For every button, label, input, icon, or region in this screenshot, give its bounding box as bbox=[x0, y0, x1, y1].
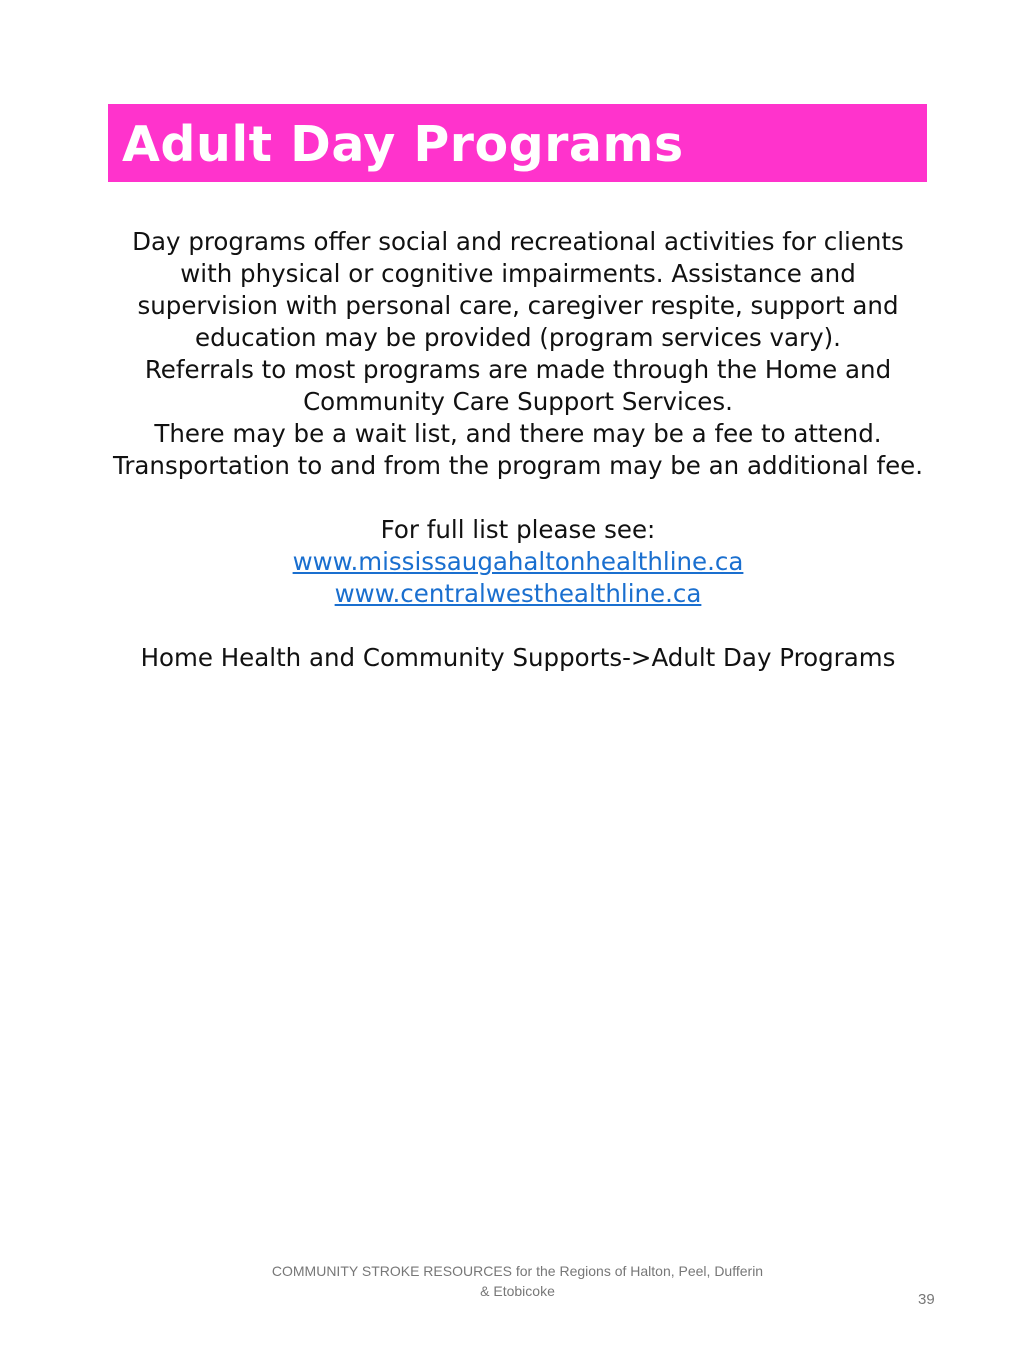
navigation-path: Home Health and Community Supports->Adult Day Programs bbox=[140, 643, 896, 672]
footer bbox=[240, 1261, 795, 1301]
body-content bbox=[112, 226, 924, 674]
page-title: Adult Day Programs bbox=[122, 115, 684, 173]
description-paragraph: Day programs offer social and recreational activities for clients with physical or cognitive impairments. Assistance and supervision with personal care, caregiver respite, support and education may be provided (program services vary). bbox=[132, 227, 904, 352]
spacer bbox=[112, 482, 924, 514]
footer-text-line2: & Etobicoke bbox=[480, 1283, 555, 1299]
spacer bbox=[112, 610, 924, 642]
footer-text-line1: COMMUNITY STROKE RESOURCES for the Regions of Halton, Peel, Dufferin bbox=[271, 1263, 764, 1279]
page-number: 39 bbox=[918, 1291, 935, 1308]
title-banner bbox=[108, 104, 927, 182]
referrals-paragraph: Referrals to most programs are made through the Home and Community Care Support Services. bbox=[144, 355, 892, 416]
link-central-west-healthline[interactable]: www.centralwesthealthline.ca bbox=[334, 579, 702, 608]
fees-paragraph: There may be a wait list, and there may be a fee to attend. Transportation to and from the program may be an additional fee. bbox=[112, 419, 924, 480]
link-mississauga-halton-healthline[interactable]: www.mississaugahaltonhealthline.ca bbox=[292, 547, 744, 576]
full-list-label: For full list please see: bbox=[380, 515, 656, 544]
